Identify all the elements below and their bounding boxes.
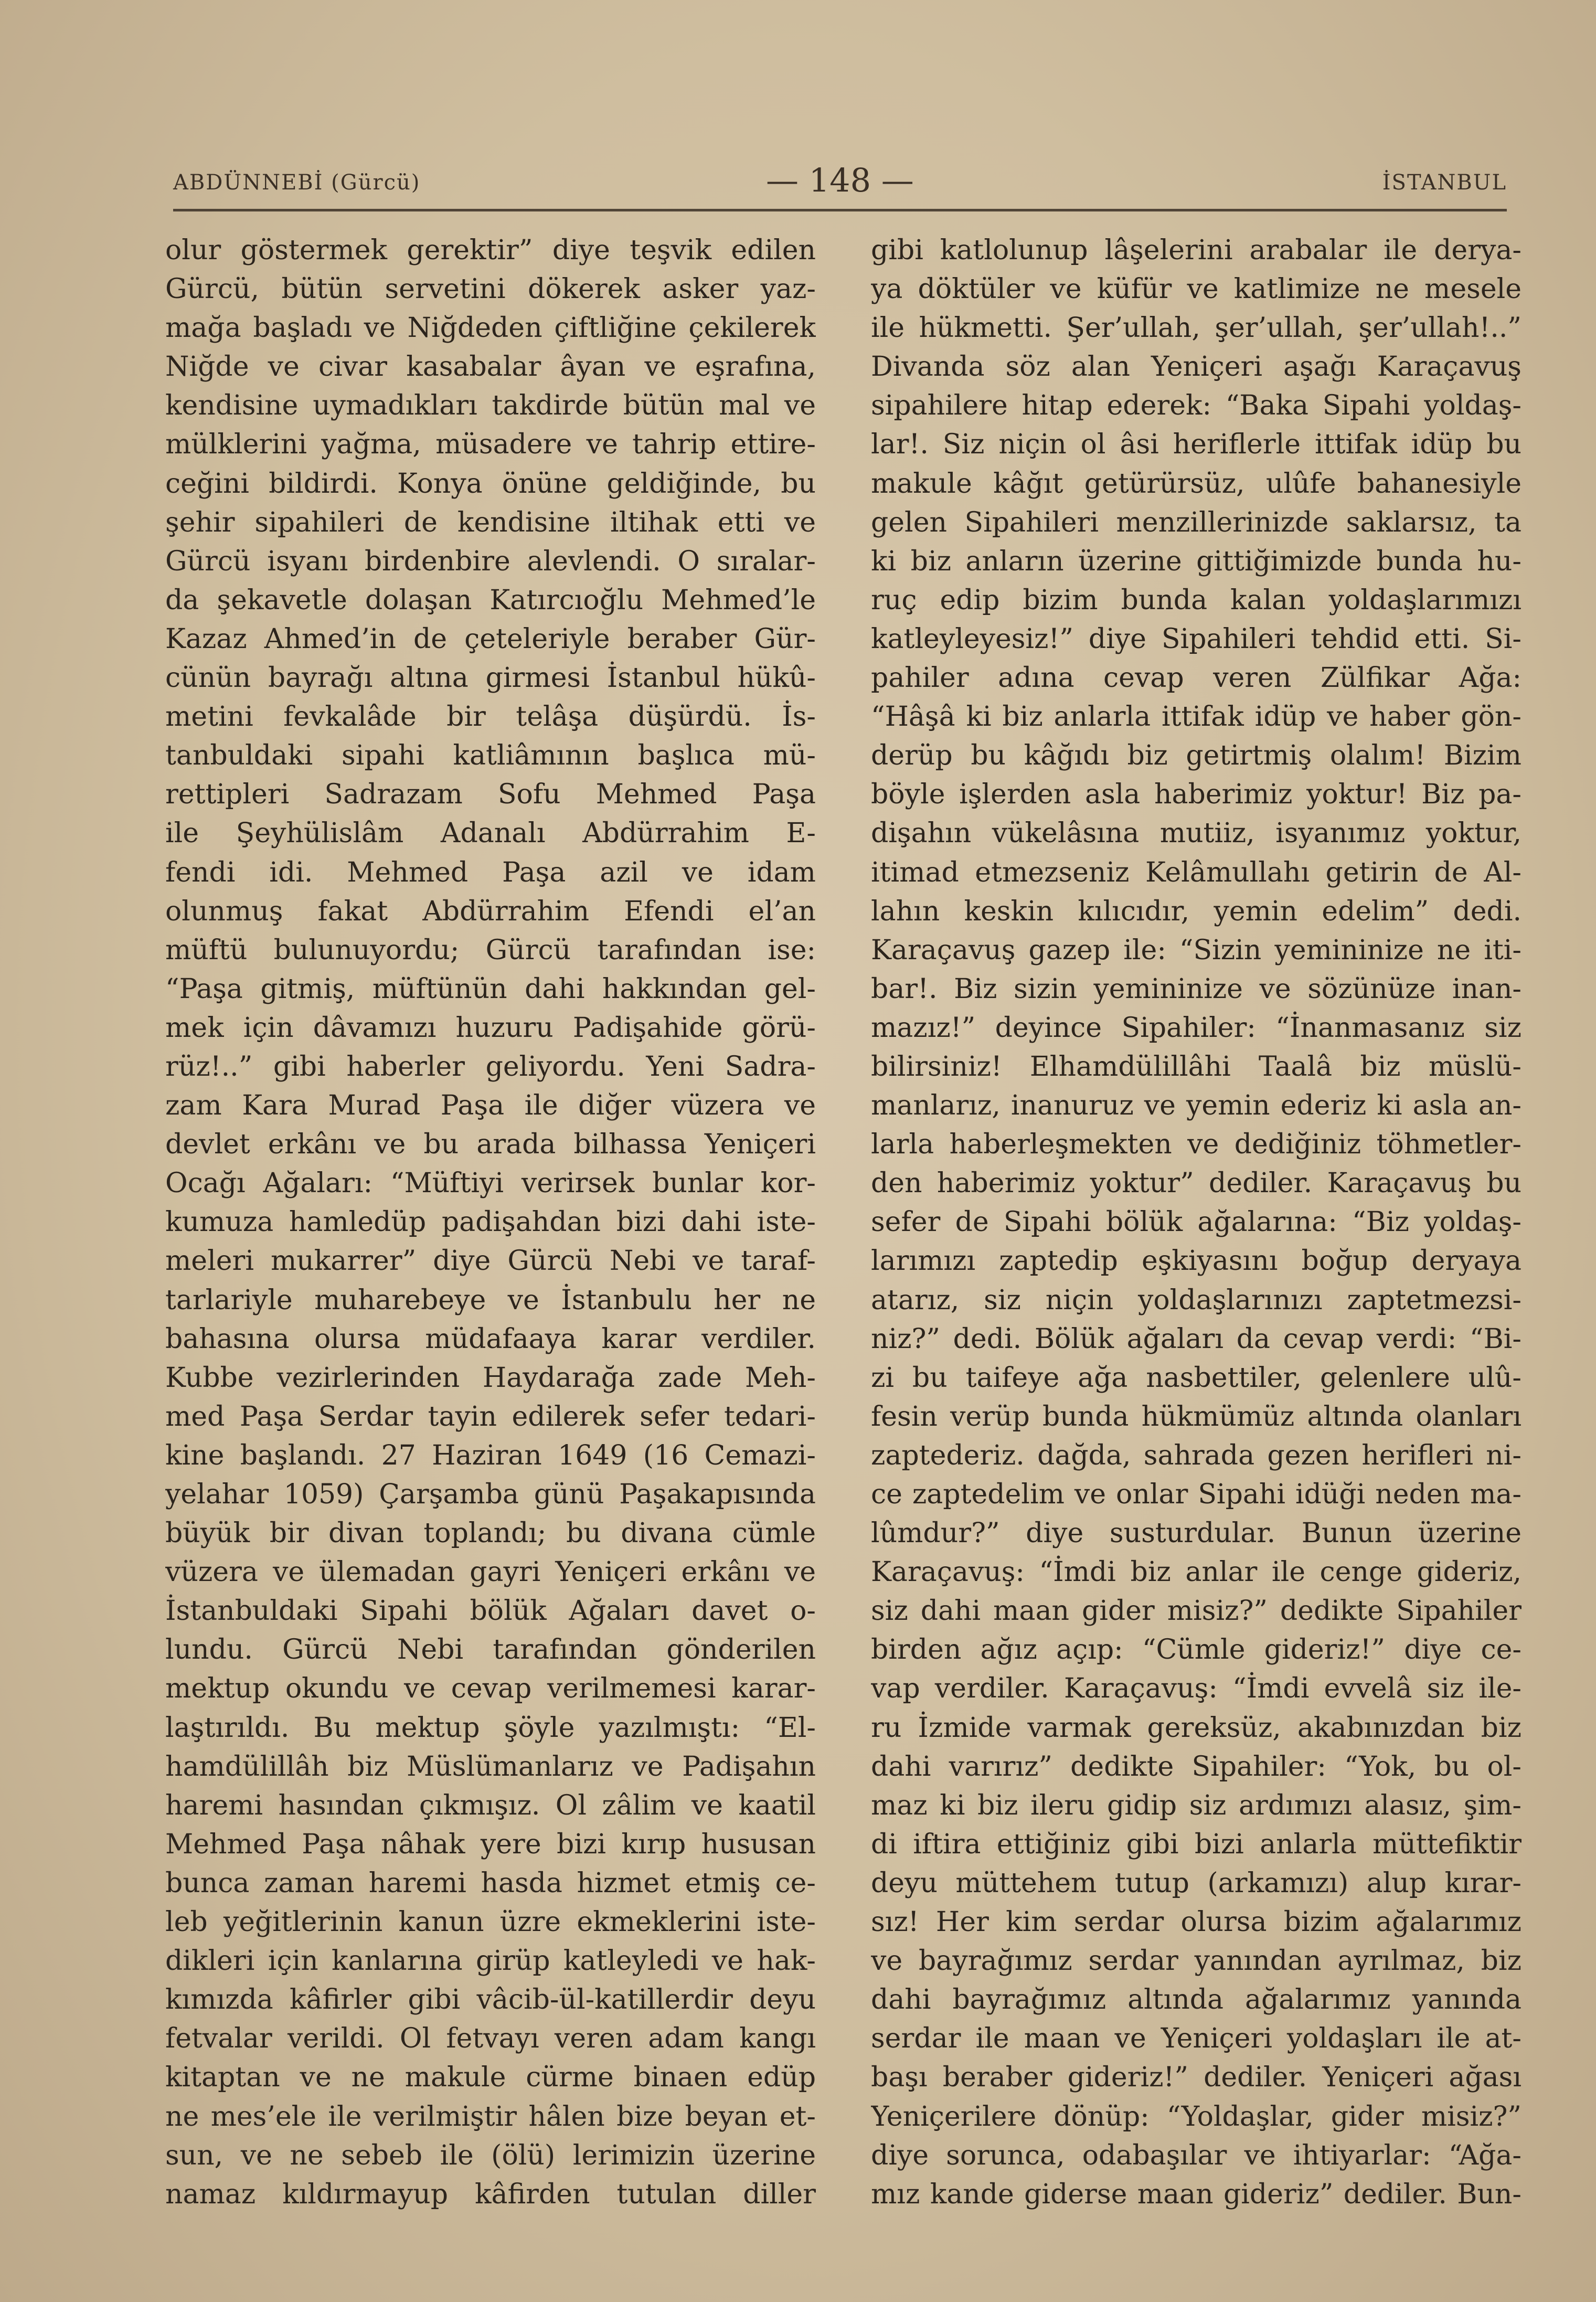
text-line: haremi hasından çıkmışız. Ol zâlim ve kaatil [165, 1789, 816, 1821]
text-line: fetvalar verildi. Ol fetvayı veren adam kangı [165, 2023, 816, 2055]
text-line: dikleri için kanlarına girüp katleyledi ve hak- [165, 1945, 816, 1977]
text-line: olur göstermek gerektir” diye teşvik edilen [165, 235, 816, 266]
text-line: rettipleri Sadrazam Sofu Mehmed Paşa [165, 779, 816, 811]
text-line: metini fevkalâde bir telâşa düşürdü. İs- [165, 701, 816, 733]
text-line: atarız, siz niçin yoldaşlarınızı zaptetmezsi- [871, 1284, 1521, 1316]
text-line: “Hâşâ ki biz anlarla ittifak idüp ve haber gön- [871, 701, 1521, 733]
text-line: tarlariyle muharebeye ve İstanbulu her ne [165, 1284, 816, 1316]
text-line: böyle işlerden asla haberimiz yoktur! Biz pa- [871, 779, 1521, 811]
text-line: büyük bir divan toplandı; bu divana cümle [165, 1518, 816, 1550]
text-line: Karaçavuş: “İmdi biz anlar ile cenge gideriz, [871, 1556, 1521, 1588]
text-line: devlet erkânı ve bu arada bilhassa Yeniçeri [165, 1129, 816, 1161]
text-line: birden ağız açıp: “Cümle gideriz!” diye ce- [871, 1634, 1521, 1666]
text-line: fendi idi. Mehmed Paşa azil ve idam [165, 856, 816, 888]
header-rule [173, 209, 1507, 211]
text-line: mülklerini yağma, müsadere ve tahrip ettire- [165, 429, 816, 461]
text-line: İstanbuldaki Sipahi bölük Ağaları davet o- [165, 1595, 816, 1627]
text-line: mazız!” deyince Sipahiler: “İnanmasanız siz [871, 1012, 1521, 1044]
text-line: şehir sipahileri de kendisine iltihak etti ve [165, 506, 816, 538]
text-line: lûmdur?” diye susturdular. Bunun üzerine [871, 1518, 1521, 1550]
text-line: Niğde ve civar kasabalar âyan ve eşrafına, [165, 351, 816, 383]
text-line: da şekavetle dolaşan Katırcıoğlu Mehmed’le [165, 584, 816, 616]
text-line: diye sorunca, odabaşılar ve ihtiyarlar: “Ağa- [871, 2139, 1521, 2171]
text-line: sipahilere hitap ederek: “Baka Sipahi yoldaş- [871, 390, 1521, 422]
text-line: di iftira ettiğiniz gibi bizi anlarla müttefiktir [871, 1828, 1521, 1860]
page-number: — 148 — [766, 161, 914, 199]
text-line: ile hükmetti. Şer’ullah, şer’ullah, şer’ullah!..” [871, 312, 1521, 344]
text-line: kumuza hamledüp padişahdan bizi dahi iste- [165, 1206, 816, 1238]
text-line: meleri mukarrer” diye Gürcü Nebi ve taraf- [165, 1245, 816, 1277]
header-author: ABDÜNNEBİ (Gürcü) [173, 171, 421, 195]
text-line: maz ki biz ileru gidip siz ardımızı alasız, şim- [871, 1789, 1521, 1821]
text-line: Yeniçerilere dönüp: “Yoldaşlar, gider misiz?” [871, 2101, 1521, 2133]
text-line: bahasına olursa müdafaaya karar verdiler. [165, 1323, 816, 1355]
text-line: serdar ile maan ve Yeniçeri yoldaşları ile at- [871, 2023, 1521, 2055]
text-line: Gürcü, bütün servetini dökerek asker yaz- [165, 273, 816, 305]
text-line: niz?” dedi. Bölük ağaları da cevap verdi: “Bi- [871, 1323, 1521, 1355]
text-line: Divanda söz alan Yeniçeri aşağı Karaçavuş [871, 351, 1521, 383]
text-line: kendisine uymadıkları takdirde bütün mal ve [165, 390, 816, 422]
text-line: dahi varırız” dedikte Sipahiler: “Yok, bu ol- [871, 1751, 1521, 1783]
text-line: zi bu taifeye ağa nasbettiler, gelenlere ulû- [871, 1362, 1521, 1394]
text-line: katleyleyesiz!” diye Sipahileri tehdid etti. Si- [871, 623, 1521, 655]
text-line: olunmuş fakat Abdürrahim Efendi el’an [165, 895, 816, 927]
text-line: kine başlandı. 27 Haziran 1649 (16 Cemazi- [165, 1439, 816, 1471]
text-line: sun, ve ne sebeb ile (ölü) lerimizin üzerine [165, 2139, 816, 2171]
text-line: ki biz anların üzerine gittiğimizde bunda hu- [871, 545, 1521, 577]
text-line: yelahar 1059) Çarşamba günü Paşakapısında [165, 1479, 816, 1510]
text-line: larımızı zaptedip eşkiyasını boğup deryaya [871, 1245, 1521, 1277]
text-line: ce zaptedelim ve onlar Sipahi idüği neden ma- [871, 1479, 1521, 1510]
left-text-column [165, 231, 816, 2214]
text-line: başı beraber gideriz!” dediler. Yeniçeri ağası [871, 2062, 1521, 2094]
text-line: mağa başladı ve Niğdeden çiftliğine çekilerek [165, 312, 816, 344]
text-line: bilirsiniz! Elhamdülillâhi Taalâ biz müslü- [871, 1051, 1521, 1083]
text-line: gibi katlolunup lâşelerini arabalar ile derya- [871, 235, 1521, 266]
text-line: Kazaz Ahmed’in de çeteleriyle beraber Gür- [165, 623, 816, 655]
text-line: gelen Sipahileri menzillerinizde saklarsız, ta [871, 506, 1521, 538]
text-line: pahiler adına cevap veren Zülfikar Ağa: [871, 662, 1521, 694]
text-line: derüp bu kâğıdı biz getirtmiş olalım! Bizim [871, 740, 1521, 772]
text-line: itimad etmezseniz Kelâmullahı getirin de Al- [871, 856, 1521, 888]
text-line: Ocağı Ağaları: “Müftiyi verirsek bunlar kor- [165, 1168, 816, 1200]
text-line: zam Kara Murad Paşa ile diğer vüzera ve [165, 1090, 816, 1122]
right-text-column [871, 231, 1521, 2214]
text-line: ve bayrağımız serdar yanından ayrılmaz, biz [871, 1945, 1521, 1977]
text-line: dahi bayrağımız altında ağalarımız yanında [871, 1984, 1521, 2016]
text-line: ruç edip bizim bunda kalan yoldaşlarımızı [871, 584, 1521, 616]
text-line: leb yeğitlerinin kanun üzre ekmeklerini iste- [165, 1906, 816, 1938]
text-line: tanbuldaki sipahi katliâmının başlıca mü- [165, 740, 816, 772]
text-line: siz dahi maan gider misiz?” dedikte Sipahiler [871, 1595, 1521, 1627]
text-line: manlarız, inanuruz ve yemin ederiz ki asla an- [871, 1090, 1521, 1122]
text-line: mek için dâvamızı huzuru Padişahide görü- [165, 1012, 816, 1044]
text-line: lundu. Gürcü Nebi tarafından gönderilen [165, 1634, 816, 1666]
text-line: vap verdiler. Karaçavuş: “İmdi evvelâ siz ile- [871, 1673, 1521, 1705]
text-line: mektup okundu ve cevap verilmemesi karar- [165, 1673, 816, 1705]
text-line: laştırıldı. Bu mektup şöyle yazılmıştı: “El- [165, 1712, 816, 1744]
text-line: namaz kıldırmayup kâfirden tutulan diller [165, 2178, 816, 2210]
text-line: hamdülillâh biz Müslümanlarız ve Padişahın [165, 1751, 816, 1783]
text-line: ceğini bildirdi. Konya önüne geldiğinde, bu [165, 468, 816, 500]
text-line: ru İzmide varmak gereksüz, akabınızdan biz [871, 1712, 1521, 1744]
text-line: med Paşa Serdar tayin edilerek sefer tedari- [165, 1401, 816, 1433]
text-line: cünün bayrağı altına girmesi İstanbul hükû- [165, 662, 816, 694]
text-line: makule kâğıt getürürsüz, ulûfe bahanesiyle [871, 468, 1521, 500]
text-line: ile Şeyhülislâm Adanalı Abdürrahim E- [165, 818, 816, 850]
running-header [173, 161, 1507, 202]
text-line: bunca zaman haremi hasda hizmet etmiş ce- [165, 1867, 816, 1899]
text-line: fesin verüp bunda hükmümüz altında olanları [871, 1401, 1521, 1433]
header-location: İSTANBUL [1382, 171, 1507, 195]
text-line: sefer de Sipahi bölük ağalarına: “Biz yoldaş- [871, 1206, 1521, 1238]
text-line: “Paşa gitmiş, müftünün dahi hakkından gel- [165, 973, 816, 1005]
text-line: Mehmed Paşa nâhak yere bizi kırıp hususan [165, 1828, 816, 1860]
text-line: lahın keskin kılıcıdır, yemin edelim” dedi. [871, 895, 1521, 927]
text-line: Karaçavuş gazep ile: “Sizin yemininize ne iti- [871, 934, 1521, 966]
text-line: larla haberleşmekten ve dediğiniz töhmetler- [871, 1129, 1521, 1161]
text-line: deyu müttehem tutup (arkamızı) alup kırar- [871, 1867, 1521, 1899]
text-line: lar!. Siz niçin ol âsi heriflerle ittifak idüp bu [871, 429, 1521, 461]
text-line: dişahın vükelâsına mutiiz, isyanımız yoktur, [871, 818, 1521, 850]
text-line: sız! Her kim serdar olursa bizim ağalarımız [871, 1906, 1521, 1938]
text-line: mız kande giderse maan gideriz” dediler. Bun- [871, 2178, 1521, 2210]
text-line: ne mes’ele ile verilmiştir hâlen bize beyan et- [165, 2101, 816, 2133]
text-line: Gürcü isyanı birdenbire alevlendi. O sıralar- [165, 545, 816, 577]
text-line: den haberimiz yoktur” dediler. Karaçavuş bu [871, 1168, 1521, 1200]
text-line: müftü bulunuyordu; Gürcü tarafından ise: [165, 934, 816, 966]
text-line: rüz!..” gibi haberler geliyordu. Yeni Sadra- [165, 1051, 816, 1083]
text-line: kitaptan ve ne makule cürme binaen edüp [165, 2062, 816, 2094]
text-line: zaptederiz. dağda, sahrada gezen herifleri ni- [871, 1439, 1521, 1471]
text-line: ya döktüler ve küfür ve katlimize ne mesele [871, 273, 1521, 305]
text-line: Kubbe vezirlerinden Haydarağa zade Meh- [165, 1362, 816, 1394]
text-line: kımızda kâfirler gibi vâcib-ül-katillerdir deyu [165, 1984, 816, 2016]
text-line: bar!. Biz sizin yemininize ve sözünüze inan- [871, 973, 1521, 1005]
text-line: vüzera ve ülemadan gayri Yeniçeri erkânı ve [165, 1556, 816, 1588]
